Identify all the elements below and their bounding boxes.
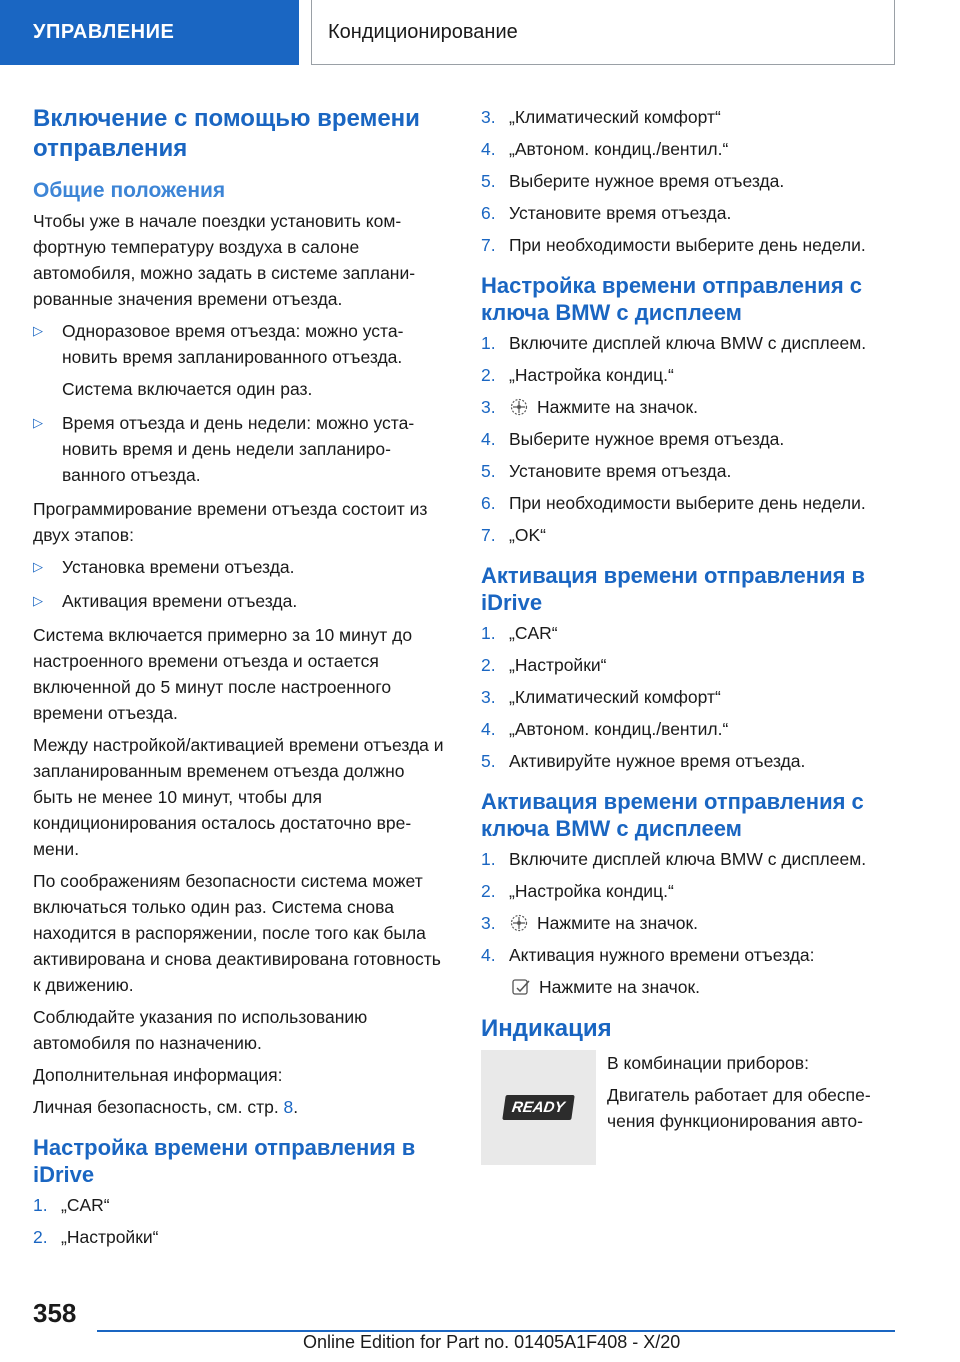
footer-edition-text: Online Edition for Part no. 01405A1F408 - X/20 [303,1332,681,1352]
step-number: 5. [481,751,496,771]
paragraph: Между настройкой/активацией времени отъезда и запланированным временем отъезда должно быть не менее 10 минут, чтобы для кондиционирования осталось достаточно времени. [33,735,444,859]
list-item [33,1224,445,1250]
list-item [481,394,901,420]
activation-key-heading: Активация времени отправления с ключа BMW с дисплеем [481,789,864,841]
list-item [481,200,901,226]
left-column [33,104,445,1256]
indication-block [481,1050,901,1170]
step-number: 3. [481,913,496,933]
step-text: „Климатический комфорт“ [509,107,721,127]
step-text: Выберите нужное время отъезда. [509,429,785,449]
triangle-bullet-icon: ▷ [33,415,43,430]
list-item [481,846,901,872]
list-item [481,136,901,162]
step-number: 3. [481,687,496,707]
step-number: 6. [481,203,496,223]
step-number: 4. [481,945,496,965]
step-number: 3. [481,397,496,417]
step-text: „Автоном. кондиц./вентил.“ [509,719,729,739]
step-number: 5. [481,171,496,191]
triangle-bullet-icon: ▷ [33,323,43,338]
page-number: 358 [33,1298,77,1328]
bullet-text: Активация времени отъезда. [62,591,298,611]
step-number: 3. [481,107,496,127]
list-item [481,716,901,742]
fan-icon [509,397,529,415]
paragraph: Чтобы уже в начале поездки установить комфортную температуру воздуха в салоне автомобиля, можно задать в системе запланированные значения времени отъезда. [33,211,416,309]
step-text: При необходимости выберите день недели. [509,493,866,513]
indication-text [607,1050,901,1140]
step-text: Установите время отъезда. [509,461,732,481]
bullet-text: Установка времени отъезда. [62,557,295,577]
page-link[interactable]: 8 [283,1097,294,1117]
list-item [33,1192,445,1218]
idrive-steps-list [33,1192,445,1250]
header-section-label: УПРАВЛЕНИЕ [33,21,175,43]
bullet-text: Время отъезда и день недели: можно установить время и день недели запланированного отъезда. [62,413,415,485]
step-number: 7. [481,235,496,255]
step-text: Включите дисплей ключа BMW с дисплеем. [509,849,867,869]
step-number: 1. [481,849,496,869]
step-text: Активация нужного времени отъезда: [509,945,815,965]
bullet-item [33,588,445,614]
step-number: 2. [481,655,496,675]
step-text: „Настройки“ [509,655,607,675]
paragraph: Система включается примерно за 10 минут до настроенного времени отъезда и остается включенной до 5 минут после настроенного времени отъезда. [33,625,413,723]
continued-steps-list [481,104,901,258]
step-number: 4. [481,139,496,159]
step-text: „Настройки“ [61,1227,159,1247]
bullet-item [33,554,445,580]
list-item [481,490,901,516]
ready-indicator-image [481,1050,596,1165]
step-text: Нажмите на значок. [537,397,698,417]
step-text: „CAR“ [509,623,558,643]
step-text: „Автоном. кондиц./вентил.“ [509,139,729,159]
header-section-tab [0,0,299,65]
link-lead-text: Личная безопасность, см. стр. [33,1097,284,1117]
paragraph: Дополнительная информация: [33,1065,283,1085]
right-column [481,104,901,1170]
paragraph-with-link [33,1094,445,1120]
step-text: „Настройка кондиц.“ [509,881,674,901]
step-text: „Настройка кондиц.“ [509,365,674,385]
list-item [481,748,901,774]
step-number: 2. [481,365,496,385]
list-item [481,620,901,646]
step-number: 2. [33,1227,48,1247]
step-text: „CAR“ [61,1195,110,1215]
step-text: Включите дисплей ключа BMW с дисплеем. [509,333,867,353]
step-number: 1. [33,1195,48,1215]
step-number: 6. [481,493,496,513]
step-number: 4. [481,429,496,449]
list-item [481,652,901,678]
list-item [481,878,901,904]
paragraph: По соображениям безопасности система может включаться только один раз. Система снова находится в распоряжении, после того как была активирована и снова деактивирована готовность к движению. [33,871,441,995]
step-subtext: Нажмите на значок. [539,977,700,997]
step-text: „OK“ [509,525,546,545]
fan-icon [509,913,529,931]
footer-edition [303,1332,680,1353]
ready-label: READY [502,1095,574,1120]
bullet-text: Одноразовое время отъезда: можно установить время запланированного отъезда. [62,321,404,367]
triangle-bullet-icon: ▷ [33,559,43,574]
list-item [481,330,901,356]
header-chapter-tab [311,0,895,65]
section-title: Включение с помощью времени отправления [33,105,420,162]
step-number: 5. [481,461,496,481]
key-steps-list [481,330,901,548]
step-text: Активируйте нужное время отъезда. [509,751,806,771]
bullet-subtext: Система включается один раз. [62,379,313,399]
paragraph: Двигатель работает для обеспечения функционирования авто- [607,1085,871,1131]
step-text: Выберите нужное время отъезда. [509,171,785,191]
step-text: При необходимости выберите день недели. [509,235,866,255]
step-number: 1. [481,623,496,643]
list-item [481,522,901,548]
step-number: 2. [481,881,496,901]
activation-idrive-heading: Активация времени отправления в iDrive [481,563,866,615]
list-item [481,232,901,258]
step-number: 4. [481,719,496,739]
list-item [481,684,901,710]
step-number: 7. [481,525,496,545]
list-item [481,104,901,130]
idrive-heading: Настройка времени отправления в iDrive [33,1135,416,1187]
indication-heading: Индикация [481,1015,612,1042]
step-text: Нажмите на значок. [537,913,698,933]
checkbox-icon [511,977,531,995]
step-subline [509,974,901,1000]
triangle-bullet-icon: ▷ [33,593,43,608]
step-text: „Климатический комфорт“ [509,687,721,707]
header-chapter-label: Кондиционирование [328,20,518,43]
key-heading: Настройка времени отправления с ключа BMW с дисплеем [481,273,863,325]
link-tail-text: . [293,1097,299,1117]
general-heading: Общие положения [33,179,226,202]
paragraph: Программирование времени отъезда состоит из двух этапов: [33,499,428,545]
list-item [481,362,901,388]
step-number: 1. [481,333,496,353]
list-item [481,942,901,1000]
activation-idrive-steps-list [481,620,901,774]
list-item [481,168,901,194]
bullet-item [33,410,445,488]
paragraph: В комбинации приборов: [607,1053,809,1073]
list-item [481,910,901,936]
step-text: Установите время отъезда. [509,203,732,223]
activation-key-steps-list [481,846,901,1000]
bullet-item [33,318,445,402]
list-item [481,426,901,452]
list-item [481,458,901,484]
paragraph: Соблюдайте указания по использованию автомобиля по назначению. [33,1007,368,1053]
